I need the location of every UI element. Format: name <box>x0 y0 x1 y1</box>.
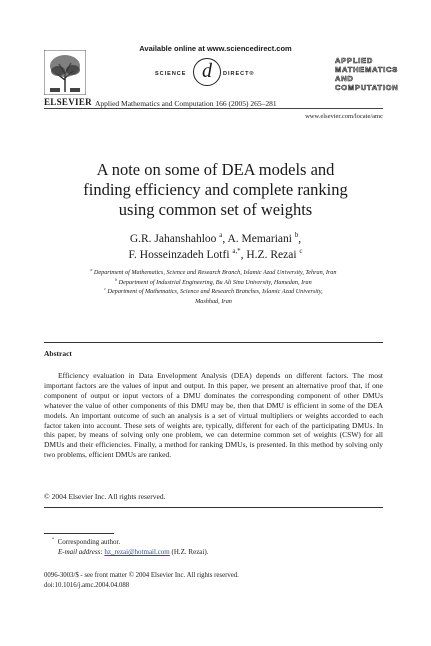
journal-url[interactable]: www.elsevier.com/locate/amc <box>305 113 383 120</box>
journal-logo-line: COMPUTATION <box>335 83 399 92</box>
author-line <box>0 231 431 247</box>
author-name: A. Memariani <box>227 233 292 245</box>
corresponding-author-note <box>52 538 120 546</box>
affiliation-marker: a <box>90 267 93 272</box>
sciencedirect-logo-left: SCIENCE <box>155 71 187 77</box>
affiliation <box>44 268 383 278</box>
affiliation-text: Department of Mathematics, Science and Research Branch, Islamic Azad University, Tehran, Iran <box>93 269 337 276</box>
affiliation <box>44 278 383 288</box>
abstract-top-rule <box>44 342 383 343</box>
author-separator: , <box>222 233 228 245</box>
author-name: H.Z. Rezai <box>246 249 297 261</box>
header-rule <box>44 108 383 109</box>
affiliation-text: Mashhad, Iran <box>195 297 232 305</box>
affiliations <box>44 268 383 306</box>
doi-line: doi:10.1016/j.amc.2004.04.088 <box>44 582 130 589</box>
journal-logo-line: APPLIED <box>335 56 374 65</box>
author-name: G.R. Jahanshahloo <box>129 233 217 245</box>
corresponding-text: Corresponding author. <box>57 538 121 546</box>
elsevier-wordmark: ELSEVIER <box>44 97 92 107</box>
sciencedirect-logo-right: DIRECT® <box>223 71 255 77</box>
available-online-banner: Available online at www.sciencedirect.com <box>139 44 292 53</box>
sciencedirect-at-icon: d <box>193 58 221 86</box>
abstract-heading: Abstract <box>44 349 72 358</box>
footnote-rule <box>44 533 114 534</box>
email-link[interactable]: hz_rezai@hotmail.com <box>104 548 170 556</box>
author-separator: , <box>240 249 247 261</box>
affiliation-text: Department of Industrial Engineering, Bu Ali Sina University, Hamedan, Iran <box>118 278 312 286</box>
author-name: F. Hosseinzadeh Lotfi <box>128 249 230 261</box>
elsevier-tree-icon <box>44 50 86 95</box>
author-affil-marker: a <box>219 232 223 240</box>
affiliation <box>44 287 383 297</box>
abstract-bottom-rule <box>44 507 383 508</box>
paper-title <box>0 160 431 220</box>
title-line: using common set of weights <box>118 200 313 219</box>
title-line: finding efficiency and complete ranking <box>83 180 348 199</box>
footnote-marker: * <box>52 536 55 542</box>
author-affil-marker: a,* <box>232 248 241 256</box>
title-line: A note on some of DEA models and <box>96 160 335 179</box>
affiliation-marker: b <box>115 277 118 282</box>
issn-line: 0096-3003/$ - see front matter © 2004 Elsevier Inc. All rights reserved. <box>44 572 239 579</box>
email-note <box>58 548 208 556</box>
author-affil-marker: c <box>299 248 303 256</box>
copyright-notice: © 2004 Elsevier Inc. All rights reserved. <box>44 492 166 501</box>
journal-logo-line: AND <box>335 74 354 83</box>
journal-logo-line: MATHEMATICS <box>335 65 399 74</box>
affiliation-text: Department of Mathematics, Science and Research Branches, Islamic Azad University, <box>107 288 323 295</box>
email-label: E-mail address: <box>58 548 103 556</box>
author-line <box>0 247 431 263</box>
affiliation-marker: c <box>104 286 106 291</box>
journal-citation: Applied Mathematics and Computation 166 (2005) 265–281 <box>95 99 277 108</box>
affiliation <box>44 297 383 307</box>
email-suffix: (H.Z. Rezai). <box>171 548 209 556</box>
author-affil-marker: b <box>294 232 299 240</box>
journal-logo <box>335 56 405 108</box>
sciencedirect-logo <box>155 60 295 90</box>
author-list <box>0 231 431 263</box>
abstract-body: Efficiency evaluation in Data Envelopment Analysis (DEA) depends on different factors. The most important factors are the values of input and output. In this paper, we present an alternative proof that, if one component of output or input vectors of a DMU dominates the corresponding component of other DMUs whatever the value of other components of this DMU may be, then that DMU is efficient in some of the DEA models. An important outcome of such an analysis is a set of virtual multipliers or weights accorded to each factor taken into account. These sets of weights are, typically, different for each of the participating DMUs. In this paper, by means of solving only one problem, we can determine common set of weights (CSW) for all DMUs and their efficiencies. Finally, a method for ranking DMUs, is presented. In this method by solving only two problems, efficient DMUs are ranked. <box>44 371 383 460</box>
author-separator: , <box>298 233 302 245</box>
